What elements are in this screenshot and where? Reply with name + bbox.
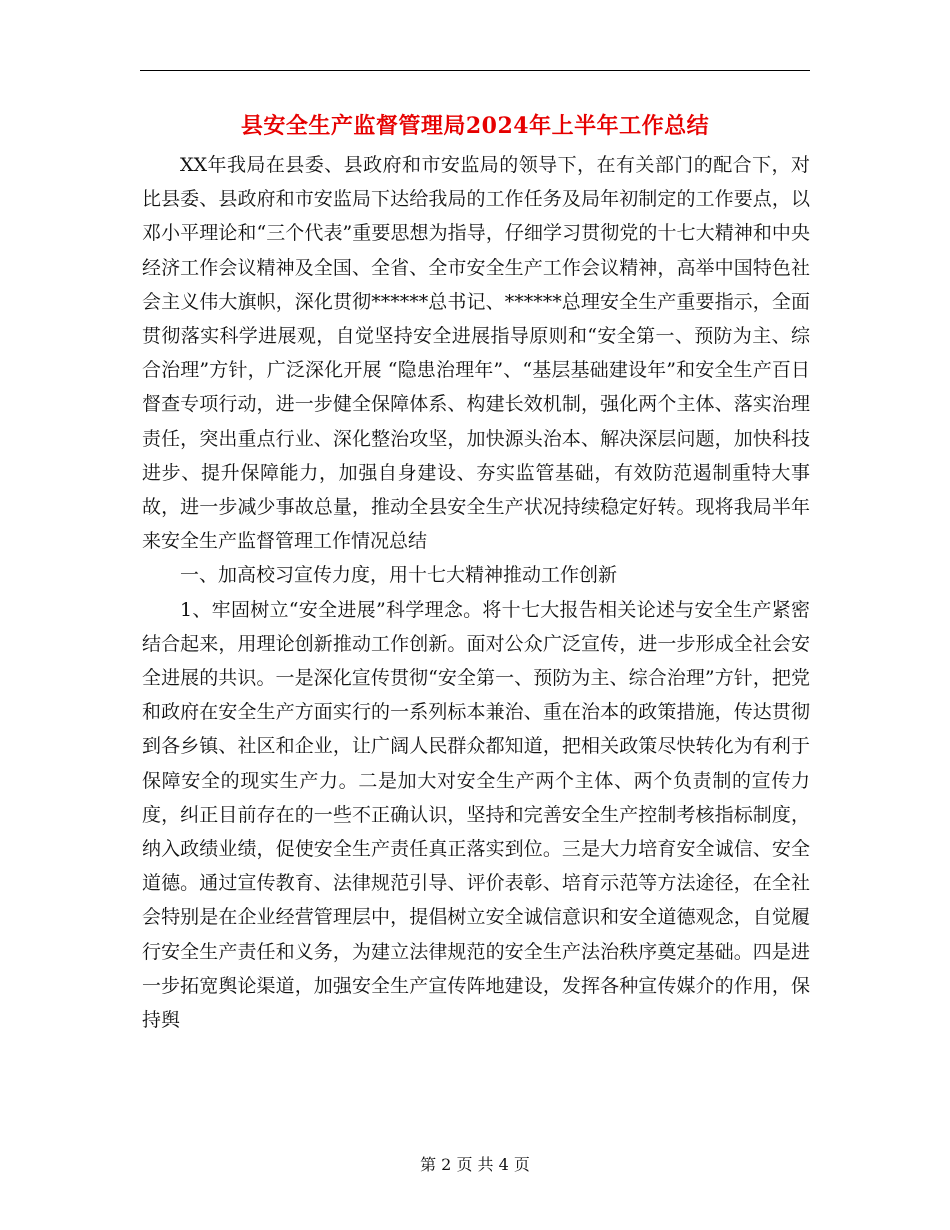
document-title: 县安全生产监督管理局2024年上半年工作总结 <box>240 113 710 139</box>
body-paragraph-intro: XX年我局在县委、县政府和市安监局的领导下，在有关部门的配合下，对比县委、县政府和市安监局下达给我局的工作任务及局年初制定的工作要点，以邓小平理论和“三个代表”重要思想为指导，仔细学习贯彻党的十七大精神和中央经济工作会议精神及全国、全省、全市安全生产工作会议精神，高举中国特色社会主义伟大旗帜，深化贯彻******总书记、******总理安全生产重要指示，全面贯彻落实科学进展观，自觉坚持安全进展指导原则和“安全第一、预防为主、综合治理”方针，广泛深化开展 “隐患治理年”、“基层基础建设年”和安全生产百日督查专项行动，进一步健全保障体系、构建长效机制，强化两个主体、落实治理责任，突出重点行业、深化整治攻坚，加快源头治本、解决深层问题，加快科技进步、提升保障能力，加强自身建设、夯实监管基础，有效防范遏制重特大事故，进一步减少事故总量，推动全县安全生产状况持续稳定好转。现将我局半年来安全生产监督管理工作情况总结 <box>142 154 810 553</box>
document-body <box>142 148 810 1037</box>
body-paragraph-1: 1、牢固树立“安全进展”科学理念。将十七大报告相关论述与安全生产紧密结合起来，用理论创新推动工作创新。面对公众广泛宣传，进一步形成全社会安全进展的共识。一是深化宣传贯彻“安全第一、预防为主、综合治理”方针，把党和政府在安全生产方面实行的一系列标本兼治、重在治本的政策措施，传达贯彻到各乡镇、社区和企业，让广阔人民群众都知道，把相关政策尽快转化为有利于保障安全的现实生产力。二是加大对安全生产两个主体、两个负责制的宣传力度，纠正目前存在的一些不正确认识，坚持和完善安全生产控制考核指标制度，纳入政绩业绩，促使安全生产责任真正落实到位。三是大力培育安全诚信、安全道德。通过宣传教育、法律规范引导、评价表彰、培育示范等方法途径，在全社会特别是在企业经营管理层中，提倡树立安全诚信意识和安全道德观念，自觉履行安全生产责任和义务，为建立法律规范的安全生产法治秩序奠定基础。四是进一步拓宽舆论渠道，加强安全生产宣传阵地建设，发挥各种宣传媒介的作用，保持舆 <box>142 598 810 1032</box>
section-heading-1: 一、加高校习宣传力度，用十七大精神推动工作创新 <box>180 564 618 587</box>
header-rule <box>140 70 810 71</box>
page-footer: 第 2 页 共 4 页 <box>420 1155 530 1174</box>
